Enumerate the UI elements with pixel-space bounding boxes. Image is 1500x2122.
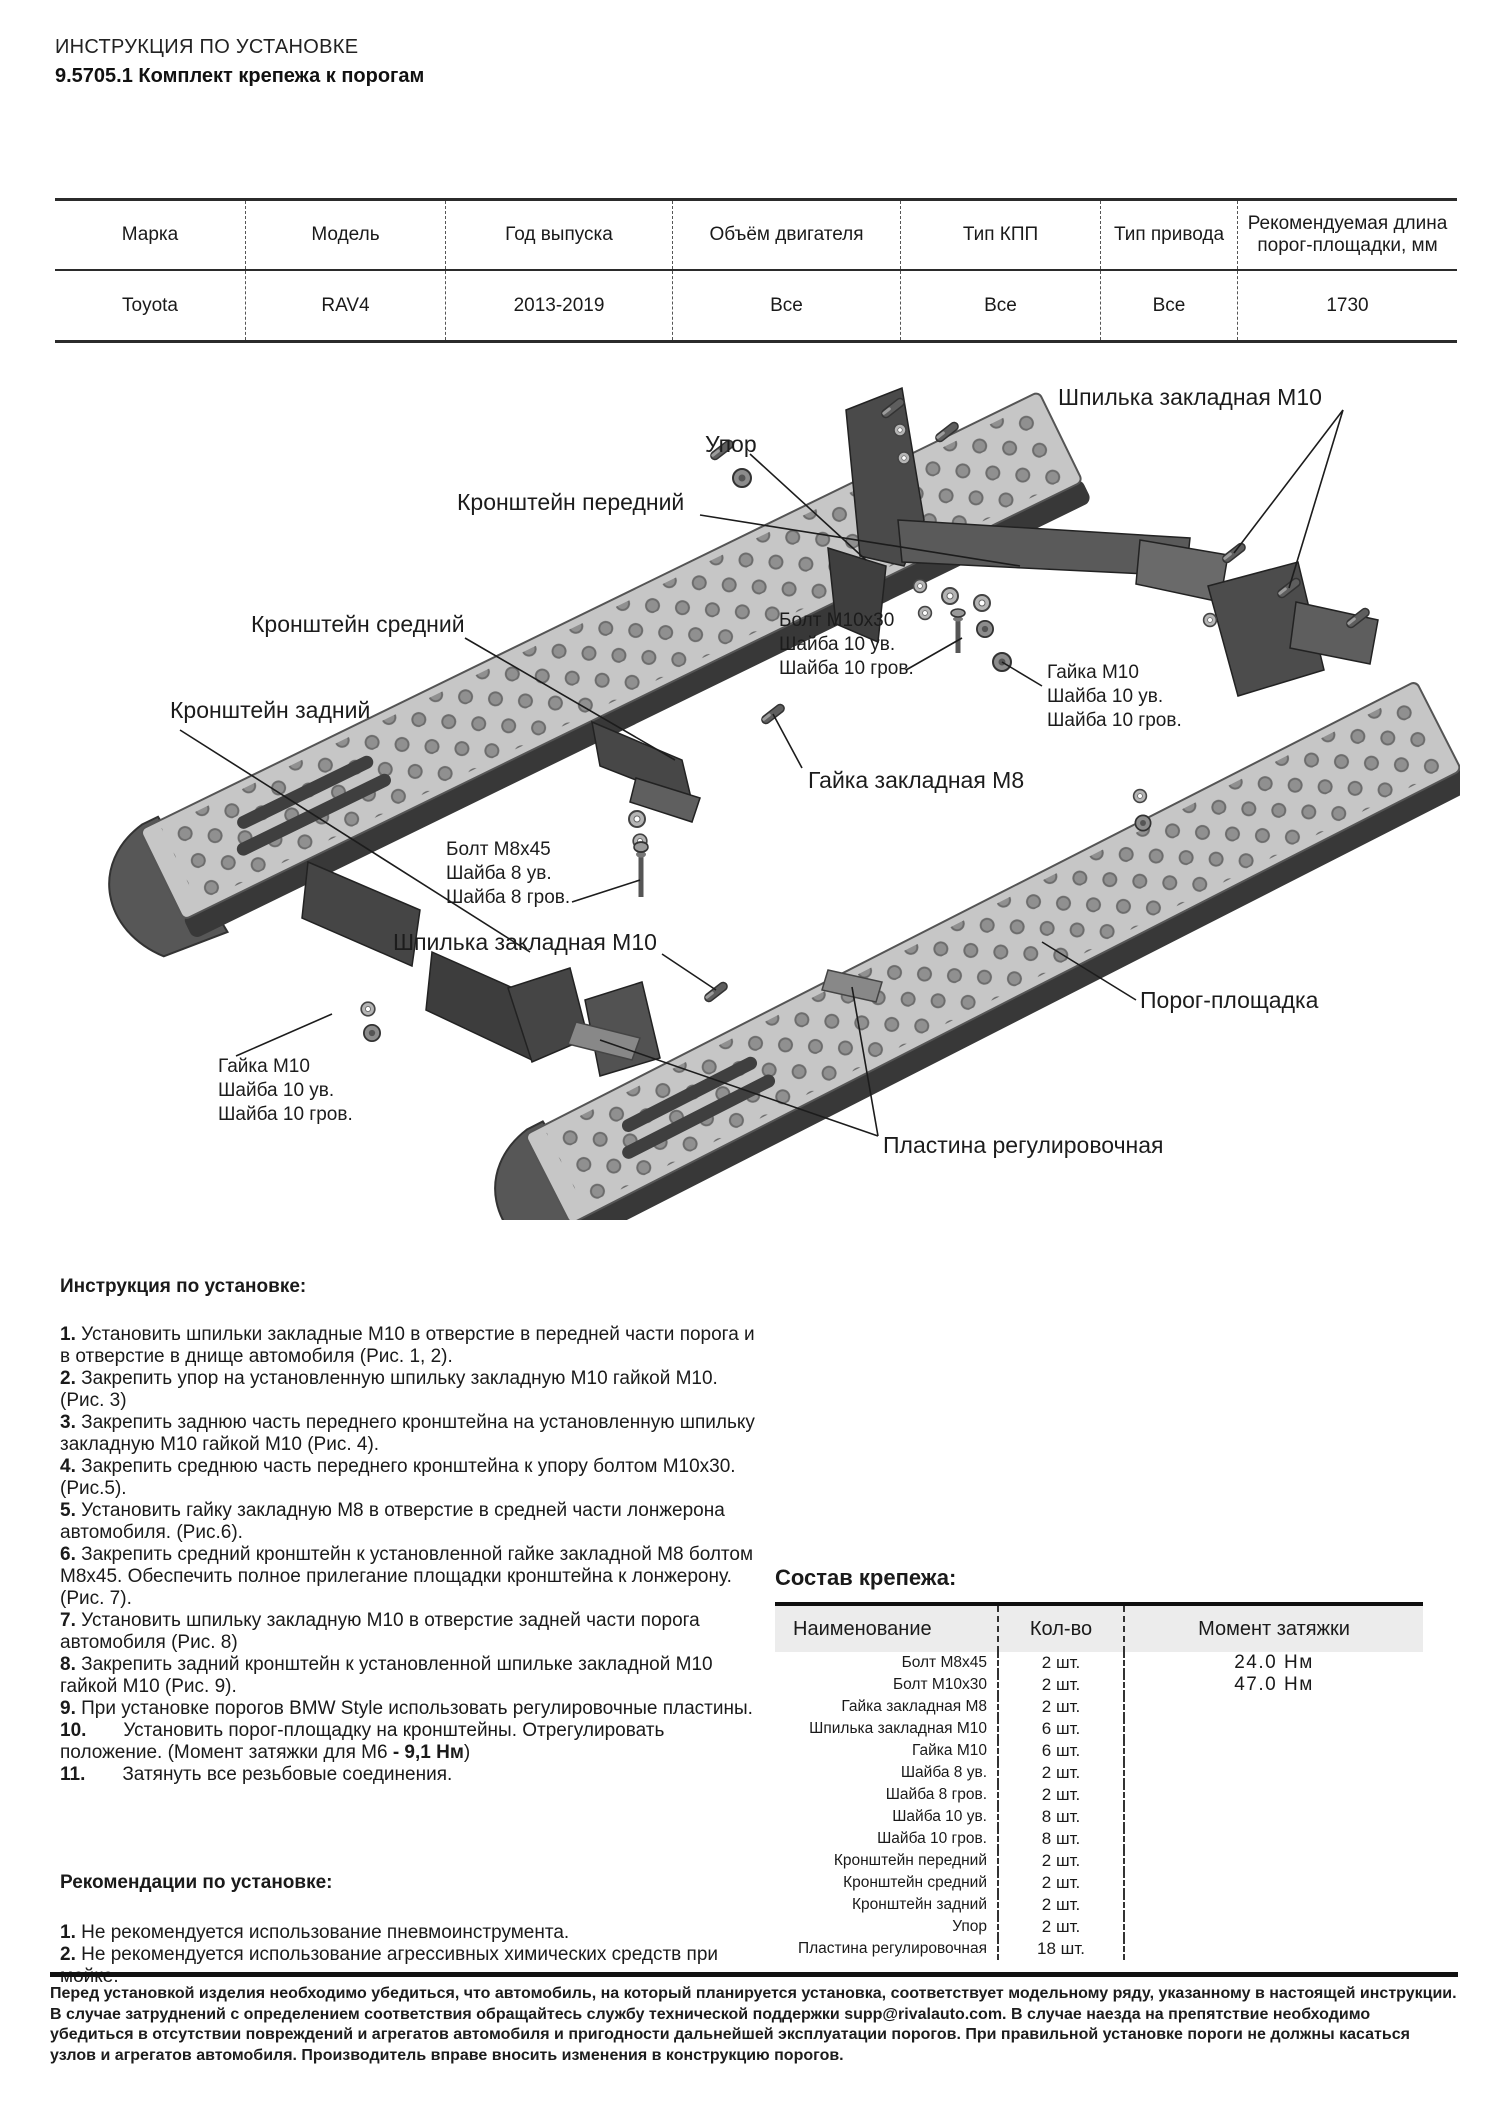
instruction-item: 5. Установить гайку закладную М8 в отверстие в средней части лонжерона автомобиля. (Рис.6).	[60, 1500, 725, 1543]
cell-gearbox: Все	[900, 271, 1100, 340]
parts-cell: 8 шт.	[997, 1806, 1123, 1828]
parts-col-name: Наименование	[793, 1617, 932, 1640]
col-brand: Марка	[121, 224, 179, 246]
parts-cell: Кронштейн средний	[843, 1874, 987, 1891]
board2-rear-bracket-shape	[508, 968, 660, 1076]
col-year: Год выпуска	[445, 201, 672, 269]
instruction-item: 6. Закрепить средний кронштейн к установленной гайке закладной М8 болтом М8х45. Обеспечить полное прилегание площадки кронштейна к лонжерону. (Рис. 7).	[60, 1544, 754, 1609]
instruction-item: 11. Затянуть все резьбовые соединения.	[60, 1764, 453, 1785]
parts-cell: 2 шт.	[997, 1872, 1123, 1894]
diagram-label-bolt-m10x30: Болт М10х30 Шайба 10 ув. Шайба 10 гров.	[779, 610, 914, 679]
parts-cell: 2 шт.	[997, 1784, 1123, 1806]
parts-cell: 2 шт.	[997, 1674, 1123, 1696]
diagram-label-nut-m10-right: Гайка М10 Шайба 10 ув. Шайба 10 гров.	[1047, 662, 1182, 731]
recommendations-section	[60, 1872, 760, 1988]
parts-cell: Шайба 8 ув.	[900, 1764, 987, 1781]
instruction-item: 2. Не рекомендуется использование агрессивных химических средств при мойке.	[60, 1944, 718, 1987]
col-length: Рекомендуемая длина порог-площадки, мм	[1237, 201, 1457, 269]
instruction-item: 10. Установить порог-площадку на кронштейны. Отрегулировать положение. (Момент затяжки для М6 - 9,1 Нм)	[60, 1720, 665, 1763]
parts-cell	[1123, 1740, 1423, 1762]
installation-instructions-section	[60, 1276, 760, 1786]
parts-cell: 2 шт.	[997, 1762, 1123, 1784]
footer-disclaimer	[50, 1972, 1458, 2066]
cell-drive: Все	[1100, 271, 1237, 340]
diagram-label-adjusting-plate: Пластина регулировочная	[883, 1132, 1164, 1158]
instruction-item: 2. Закрепить упор на установленную шпильку закладную М10 гайкой М10. (Рис. 3)	[60, 1368, 718, 1411]
cell-brand: Toyota	[122, 294, 178, 316]
parts-table-body	[775, 1652, 1423, 1972]
vehicle-table-header	[55, 201, 1457, 271]
col-gearbox: Тип КПП	[900, 201, 1100, 269]
diagram-label-upor: Упор	[705, 431, 757, 457]
middle-bracket-shape	[592, 722, 700, 822]
instruction-item: 4. Закрепить среднюю часть переднего кронштейна к упору болтом М10х30. (Рис.5).	[60, 1456, 736, 1499]
parts-cell: Упор	[952, 1918, 987, 1935]
parts-table-row	[775, 1828, 1423, 1850]
cell-engine: Все	[672, 271, 900, 340]
col-engine: Объём двигателя	[672, 201, 900, 269]
cell-model: RAV4	[245, 271, 445, 340]
parts-cell	[1123, 1850, 1423, 1872]
instructions-heading: Инструкция по установке:	[60, 1276, 307, 1297]
diagram-label-bracket-front: Кронштейн передний	[457, 489, 685, 515]
parts-cell	[1123, 1696, 1423, 1718]
parts-table-row	[775, 1872, 1423, 1894]
diagram-label-nut-embedded-m8: Гайка закладная М8	[808, 767, 1025, 793]
parts-table-row	[775, 1938, 1423, 1960]
cell-length: 1730	[1237, 271, 1457, 340]
parts-table-row	[775, 1696, 1423, 1718]
parts-table-row	[775, 1850, 1423, 1872]
parts-cell: 2 шт.	[997, 1916, 1123, 1938]
parts-cell: 2 шт.	[997, 1850, 1123, 1872]
diagram-label-board: Порог-площадка	[1140, 987, 1319, 1013]
parts-cell	[1123, 1762, 1423, 1784]
parts-cell	[1123, 1894, 1423, 1916]
parts-cell: 6 шт.	[997, 1718, 1123, 1740]
diagram-label-stud-m10-bottom: Шпилька закладная М10	[393, 929, 657, 955]
parts-table-row	[775, 1740, 1423, 1762]
parts-table-row	[775, 1784, 1423, 1806]
parts-cell	[1123, 1938, 1423, 1960]
vehicle-table-row	[55, 271, 1457, 343]
cell-year: 2013-2019	[445, 271, 672, 340]
diagram-label-bracket-middle: Кронштейн средний	[251, 611, 465, 637]
diagram-label-bracket-rear: Кронштейн задний	[170, 697, 371, 723]
parts-table-row	[775, 1718, 1423, 1740]
parts-cell: Болт М10х30	[892, 1676, 987, 1693]
parts-cell: 6 шт.	[997, 1740, 1123, 1762]
parts-table-header	[775, 1606, 1423, 1652]
parts-cell: Кронштейн передний	[833, 1852, 987, 1869]
parts-cell: 2 шт.	[997, 1652, 1123, 1674]
parts-cell: Шайба 8 гров.	[885, 1786, 987, 1803]
parts-cell: 8 шт.	[997, 1828, 1123, 1850]
parts-cell: Гайка закладная М8	[841, 1698, 987, 1715]
parts-table-row	[775, 1652, 1423, 1674]
parts-cell: 47.0 Нм	[1123, 1674, 1423, 1696]
parts-cell: Болт М8х45	[901, 1654, 987, 1671]
parts-cell	[1123, 1872, 1423, 1894]
parts-table-row	[775, 1674, 1423, 1696]
parts-cell: 2 шт.	[997, 1696, 1123, 1718]
footer-text: Перед установкой изделия необходимо убедиться, что автомобиль, на который планируется установка, соответствует модельному ряду, указанному в настоящей инструкции. В случае затруднений с определением соответствия обращайтесь службу технической поддержки supp@rivalauto.com. В случае наезда на препятствие необходимо убедиться в отсутствии повреждений и агрегатов автомобиля и пригодности дальнейшей эксплуатации порогов. При правильной установке пороги не должны касаться узлов и агрегатов автомобиля. Производитель вправе вносить изменения в конструкцию порогов.	[50, 1985, 1457, 2064]
parts-cell: 24.0 Нм	[1123, 1652, 1423, 1674]
title-line1: ИНСТРУКЦИЯ ПО УСТАНОВКЕ	[55, 36, 359, 58]
parts-cell: Кронштейн задний	[852, 1896, 987, 1913]
col-drive: Тип привода	[1100, 201, 1237, 269]
document-title	[55, 36, 424, 88]
parts-table-row	[775, 1894, 1423, 1916]
instruction-item: 8. Закрепить задний кронштейн к установленной шпильке закладной М10 гайкой М10 (Рис. 9).	[60, 1654, 713, 1697]
instruction-item: 3. Закрепить заднюю часть переднего кронштейна на установленную шпильку закладную М10 гайкой М10 (Рис. 4).	[60, 1412, 755, 1455]
recommendations-heading: Рекомендации по установке:	[60, 1872, 333, 1893]
parts-cell	[1123, 1784, 1423, 1806]
col-model: Модель	[245, 201, 445, 269]
running-board-1	[86, 388, 1096, 972]
parts-cell: 18 шт.	[997, 1938, 1123, 1960]
parts-table-row	[775, 1762, 1423, 1784]
diagram-label-stud-m10-top: Шпилька закладная М10	[1058, 384, 1322, 410]
parts-cell: Шайба 10 ув.	[892, 1808, 987, 1825]
parts-col-torque: Момент затяжки	[1123, 1606, 1423, 1652]
title-line2: 9.5705.1 Комплект крепежа к порогам	[55, 65, 425, 87]
parts-cell: Шпилька закладная М10	[809, 1720, 987, 1737]
parts-cell	[1123, 1828, 1423, 1850]
parts-cell: 2 шт.	[997, 1894, 1123, 1916]
parts-table-heading: Состав крепежа:	[775, 1565, 957, 1590]
parts-col-qty: Кол-во	[997, 1606, 1123, 1652]
parts-cell: Пластина регулировочная	[797, 1940, 987, 1957]
instruction-item: 9. При установке порогов BMW Style использовать регулировочные пластины.	[60, 1698, 753, 1719]
parts-table	[775, 1602, 1423, 1972]
parts-cell	[1123, 1718, 1423, 1740]
instruction-item: 1. Установить шпильки закладные М10 в отверстие в передней части порога и в отверстие в днище автомобиля (Рис. 1, 2).	[60, 1324, 755, 1367]
diagram-label-bolt-m8x45: Болт М8х45 Шайба 8 ув. Шайба 8 гров.	[446, 839, 571, 908]
instructions-list	[60, 1324, 760, 1786]
exploded-parts-diagram	[40, 370, 1460, 1220]
parts-cell	[1123, 1806, 1423, 1828]
parts-table-row	[775, 1916, 1423, 1938]
diagram-label-nut-m10-left: Гайка М10 Шайба 10 ув. Шайба 10 гров.	[218, 1056, 353, 1125]
parts-cell	[1123, 1916, 1423, 1938]
instruction-item: 1. Не рекомендуется использование пневмоинструмента.	[60, 1922, 570, 1943]
parts-table-row	[775, 1806, 1423, 1828]
vehicle-table	[55, 198, 1457, 343]
parts-cell: Гайка М10	[911, 1742, 987, 1759]
parts-cell: Шайба 10 гров.	[877, 1830, 987, 1847]
instruction-item: 7. Установить шпильку закладную М10 в отверстие задней части порога автомобиля (Рис. 8)	[60, 1610, 700, 1653]
